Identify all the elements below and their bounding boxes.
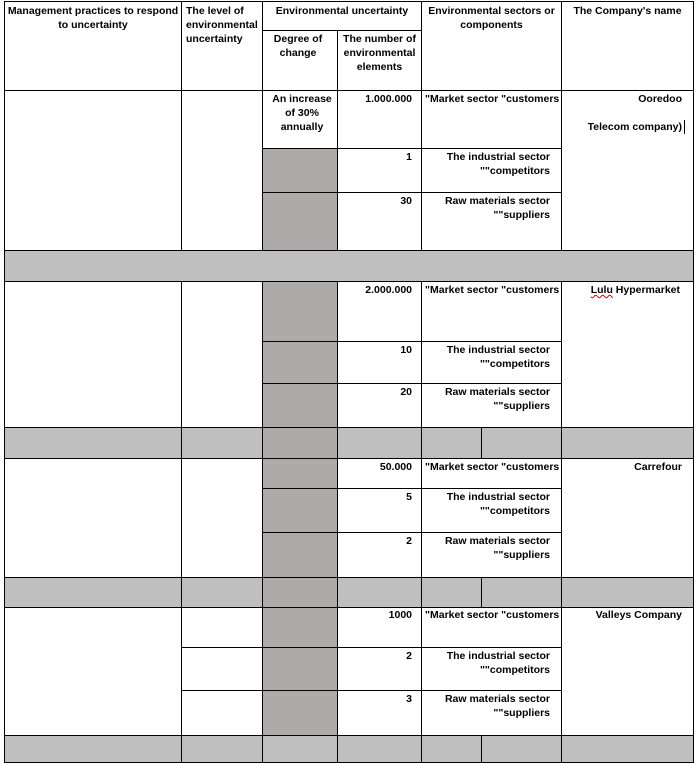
- header-level-of-uncertainty: The level of environmental uncertainty: [186, 5, 258, 45]
- degree-of-change-value: An increase of 30% annually: [272, 93, 332, 133]
- header-management-practices: Management practices to respond to uncertainty: [7, 5, 179, 31]
- practices-cell-company-4: [4, 607, 182, 736]
- element-count: 20: [400, 386, 412, 398]
- element-count: 50.000: [379, 461, 412, 473]
- level-cell-company-1: [181, 90, 263, 251]
- degree-cell-shaded: [262, 488, 338, 533]
- separator-cell: [421, 577, 482, 608]
- element-count: 1000: [388, 609, 412, 621]
- sector-label: The industrial sector ""competitors: [446, 344, 550, 370]
- text-cursor: [684, 120, 685, 134]
- sector-label: Raw materials sector ""suppliers: [444, 535, 550, 561]
- company-name-rest: Hypermarket: [612, 284, 680, 296]
- separator-cell: [421, 735, 482, 763]
- separator-cell: [181, 735, 263, 763]
- company-cell-company-1: [561, 90, 694, 251]
- separator-cell: [421, 427, 482, 459]
- header-environmental-uncertainty: Environmental uncertainty: [275, 5, 409, 17]
- degree-cell-shaded: [262, 607, 338, 648]
- separator-cell: [481, 427, 562, 459]
- degree-cell-shaded: [262, 532, 338, 578]
- element-count: 1.000.000: [365, 93, 412, 105]
- level-cell: [181, 690, 263, 736]
- separator-cell: [337, 735, 422, 763]
- sector-label: "Market sector "customers: [425, 609, 560, 621]
- spellcheck-word: Lulu: [590, 284, 613, 296]
- separator-cell: [181, 577, 263, 608]
- sector-label: Raw materials sector ""suppliers: [444, 195, 550, 221]
- sector-label: The industrial sector ""competitors: [446, 151, 550, 177]
- sector-label: "Market sector "customers: [425, 284, 560, 296]
- element-count: 30: [400, 195, 412, 207]
- element-count: 10: [400, 344, 412, 356]
- degree-cell-shaded: [262, 341, 338, 384]
- company-name: Ooredoo: [638, 93, 682, 105]
- company-cell-company-2: [561, 281, 694, 428]
- sector-label: "Market sector "customers: [425, 461, 560, 473]
- practices-cell-company-3: [4, 458, 182, 578]
- company-name: [563, 283, 680, 297]
- company-name: Valleys Company: [595, 609, 682, 621]
- element-count: 2: [406, 650, 412, 662]
- level-cell-company-3: [181, 458, 263, 578]
- header-degree-of-change: Degree of change: [273, 33, 323, 59]
- degree-cell-shaded: [262, 192, 338, 251]
- sector-label: Raw materials sector ""suppliers: [444, 693, 550, 719]
- separator-cell: [4, 427, 182, 459]
- practices-cell-company-2: [4, 281, 182, 428]
- header-company-name: The Company's name: [573, 5, 682, 17]
- degree-cell-shaded: [262, 458, 338, 489]
- level-cell-company-2: [181, 281, 263, 428]
- company-cell-company-4: [561, 607, 694, 736]
- separator-cell: [337, 427, 422, 459]
- degree-cell-shaded: [262, 148, 338, 193]
- separator-cell: [561, 577, 694, 608]
- separator-cell: [337, 577, 422, 608]
- header-sectors-components: Environmental sectors or components: [428, 5, 555, 31]
- element-count: 5: [406, 491, 412, 503]
- sector-label: Raw materials sector ""suppliers: [444, 386, 550, 412]
- element-count: 2.000.000: [365, 284, 412, 296]
- level-cell: [181, 607, 263, 648]
- element-count: 2: [406, 535, 412, 547]
- separator-cell: [181, 427, 263, 459]
- company-cell-company-3: [561, 458, 694, 578]
- element-count: 3: [406, 693, 412, 705]
- header-number-of-elements: The number of environmental elements: [343, 33, 416, 73]
- separator-cell: [481, 577, 562, 608]
- separator-cell: [481, 735, 562, 763]
- separator-cell: [262, 577, 338, 608]
- degree-cell-shaded: [262, 281, 338, 342]
- company-name: Carrefour: [634, 461, 682, 473]
- sector-label: "Market sector "customers: [425, 93, 560, 105]
- separator-cell: [4, 735, 182, 763]
- degree-cell-shaded: [262, 690, 338, 736]
- separator-cell: [262, 427, 338, 459]
- company-name: Telecom company): [587, 121, 682, 133]
- separator-cell: [561, 427, 694, 459]
- element-count: 1: [406, 151, 412, 163]
- practices-cell-company-1: [4, 90, 182, 251]
- separator-cell: [561, 735, 694, 763]
- separator-row: [4, 250, 694, 282]
- sector-label: The industrial sector ""competitors: [446, 650, 550, 676]
- sector-label: The industrial sector ""competitors: [446, 491, 550, 517]
- degree-cell-shaded: [262, 383, 338, 428]
- separator-cell: [262, 735, 338, 763]
- separator-cell: [4, 577, 182, 608]
- level-cell: [181, 647, 263, 691]
- degree-cell-shaded: [262, 647, 338, 691]
